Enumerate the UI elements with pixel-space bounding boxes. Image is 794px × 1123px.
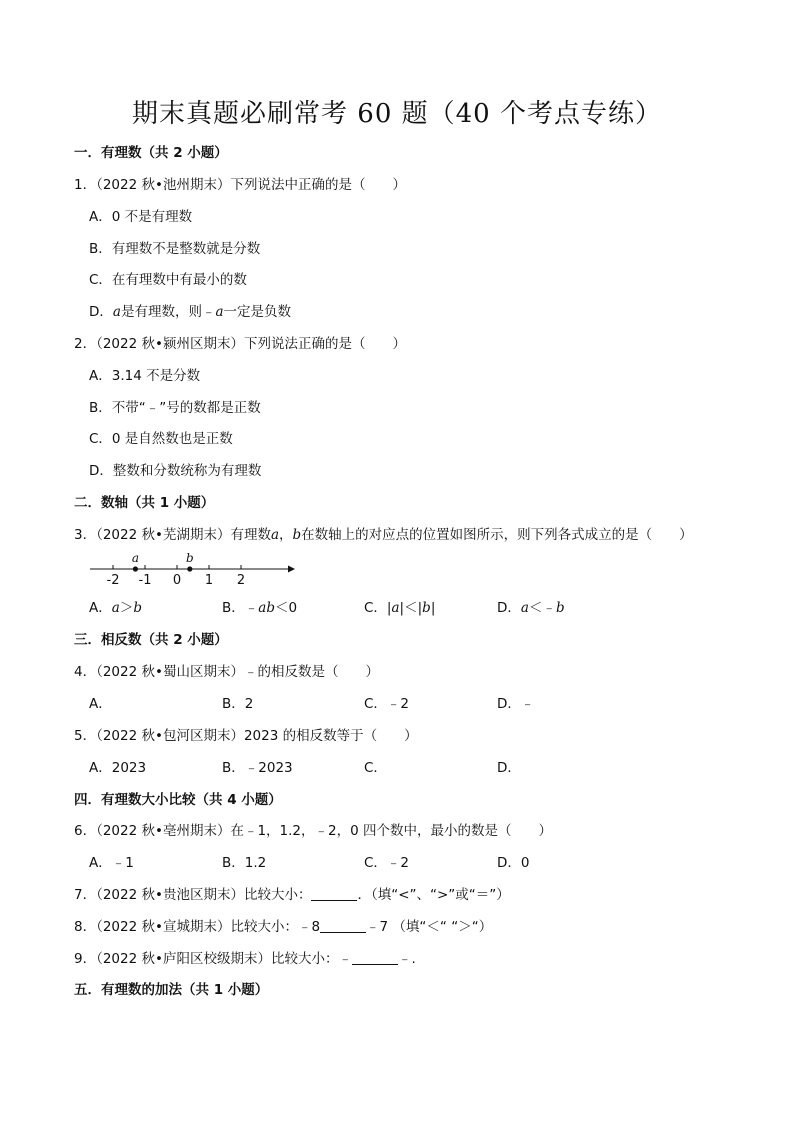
option-prefix: D． xyxy=(497,600,521,616)
question-6-stem: 6．（2022 秋•亳州期末）在﹣1，1.2，﹣2，0 四个数中，最小的数是（ ） xyxy=(74,823,552,839)
option-text-end: | xyxy=(430,600,436,616)
option-d-text: 是有理数，则﹣ xyxy=(120,304,216,320)
question-7-hint: ．（填“<”、“>”或“＝”） xyxy=(357,887,510,903)
greater-than-sign: ＞ xyxy=(119,600,134,616)
question-3-stem xyxy=(74,525,693,545)
question-1-stem: 1．（2022 秋•池州期末）下列说法中正确的是（ ） xyxy=(74,177,406,193)
variable-a: a xyxy=(215,304,224,320)
question-2-option-d: D．整数和分数统称为有理数 xyxy=(89,463,262,479)
question-7 xyxy=(74,885,510,905)
question-1-option-b: B．有理数不是整数就是分数 xyxy=(89,241,261,257)
question-1-option-d xyxy=(89,302,291,322)
variable-a: a xyxy=(111,600,120,616)
page-title: 期末真题必刷常考 60 题（40 个考点专练） xyxy=(132,99,662,129)
number-line-tick-label: 2 xyxy=(236,573,246,588)
question-6-option-c: C．﹣2 xyxy=(364,855,410,871)
answer-blank[interactable] xyxy=(352,950,398,965)
number-line-point-b xyxy=(187,566,192,571)
number-line-tick-label: 1 xyxy=(204,573,214,588)
variable-b: b xyxy=(422,600,431,616)
question-1-option-a: A．0 不是有理数 xyxy=(89,209,193,225)
number-line-point-label-b: b xyxy=(185,551,194,565)
comma: ， xyxy=(279,527,293,543)
question-6-option-a: A．﹣1 xyxy=(89,855,134,871)
question-4-option-d: D．﹣ xyxy=(497,696,535,712)
section-heading-opposite-numbers: 三．相反数（共 2 小题） xyxy=(74,632,228,648)
question-3-option-b xyxy=(222,598,297,618)
number-line-tick-label: -2 xyxy=(106,573,120,588)
question-2-option-b: B．不带“﹣”号的数都是正数 xyxy=(89,400,261,416)
question-3-stem-start: 3．（2022 秋•芜湖期末）有理数 xyxy=(74,527,271,543)
question-4-stem: 4．（2022 秋•蜀山区期末）﹣的相反数是（ ） xyxy=(74,664,379,680)
number-line-tick-label: 0 xyxy=(172,573,182,588)
number-line-point-label-a: a xyxy=(131,551,139,565)
option-prefix: B．﹣ xyxy=(222,600,259,616)
question-9-end: ﹣. xyxy=(397,951,416,967)
question-5-option-c: C． xyxy=(364,760,387,776)
variable-a: a xyxy=(391,600,400,616)
number-line-tick-label: -1 xyxy=(138,573,152,588)
question-5-option-a: A．2023 xyxy=(89,760,147,776)
question-5-option-d: D． xyxy=(497,760,521,776)
section-heading-number-line: 二．数轴（共 1 小题） xyxy=(74,495,215,511)
section-heading-rational-numbers: 一．有理数（共 2 小题） xyxy=(74,145,228,161)
question-9-text: 9．（2022 秋•庐阳区校级期末）比较大小：﹣ xyxy=(74,951,352,967)
question-8-text: 8．（2022 秋•宣城期末）比较大小：﹣8 xyxy=(74,919,321,935)
question-7-text: 7．（2022 秋•贵池区期末）比较大小： xyxy=(74,887,312,903)
number-line-point-a xyxy=(133,566,138,571)
question-4-option-a: A． xyxy=(89,696,112,712)
variable-a: a xyxy=(112,304,121,320)
question-2-stem: 2．（2022 秋•颍州区期末）下列说法正确的是（ ） xyxy=(74,336,406,352)
question-6-option-d: D．0 xyxy=(497,855,530,871)
variable-b: b xyxy=(133,600,142,616)
variable-ab: ab xyxy=(258,600,275,616)
question-2-option-c: C．0 是自然数也是正数 xyxy=(89,431,233,447)
question-6-option-b: B．1.2 xyxy=(222,855,267,871)
question-9 xyxy=(74,949,416,969)
number-line-figure xyxy=(88,548,298,590)
option-prefix: C．| xyxy=(364,600,392,616)
question-5-stem: 5．（2022 秋•包河区期末）2023 的相反数等于（ ） xyxy=(74,728,418,744)
question-4-option-b: B．2 xyxy=(222,696,254,712)
question-8-hint: ﹣7 （填“＜“ “＞“） xyxy=(366,919,493,935)
option-text: ＜﹣ xyxy=(528,600,556,616)
variable-b: b xyxy=(555,600,565,616)
question-1-option-c: C．在有理数中有最小的数 xyxy=(89,272,247,288)
option-text: ＜0 xyxy=(274,600,298,616)
option-d-prefix: D． xyxy=(89,304,113,320)
variable-a: a xyxy=(520,600,529,616)
question-3-option-d xyxy=(497,598,565,618)
section-heading-addition: 五．有理数的加法（共 1 小题） xyxy=(74,982,269,998)
question-2-option-a: A．3.14 不是分数 xyxy=(89,368,201,384)
question-8 xyxy=(74,917,492,937)
question-5-option-b: B．﹣2023 xyxy=(222,760,293,776)
option-text: |＜| xyxy=(399,600,423,616)
variable-b: b xyxy=(292,527,302,543)
answer-blank[interactable] xyxy=(311,886,357,901)
number-line-arrow xyxy=(288,566,295,573)
question-3-option-c xyxy=(364,598,435,618)
option-prefix: A． xyxy=(89,600,112,616)
answer-blank[interactable] xyxy=(320,918,366,933)
question-4-option-c: C．﹣2 xyxy=(364,696,410,712)
section-heading-comparing-rationals: 四．有理数大小比较（共 4 小题） xyxy=(74,792,282,808)
variable-a: a xyxy=(270,527,280,543)
question-3-stem-end: 在数轴上的对应点的位置如图所示，则下列各式成立的是（ ） xyxy=(301,527,693,543)
question-3-option-a xyxy=(89,598,142,618)
option-d-text-end: 一定是负数 xyxy=(223,304,292,320)
